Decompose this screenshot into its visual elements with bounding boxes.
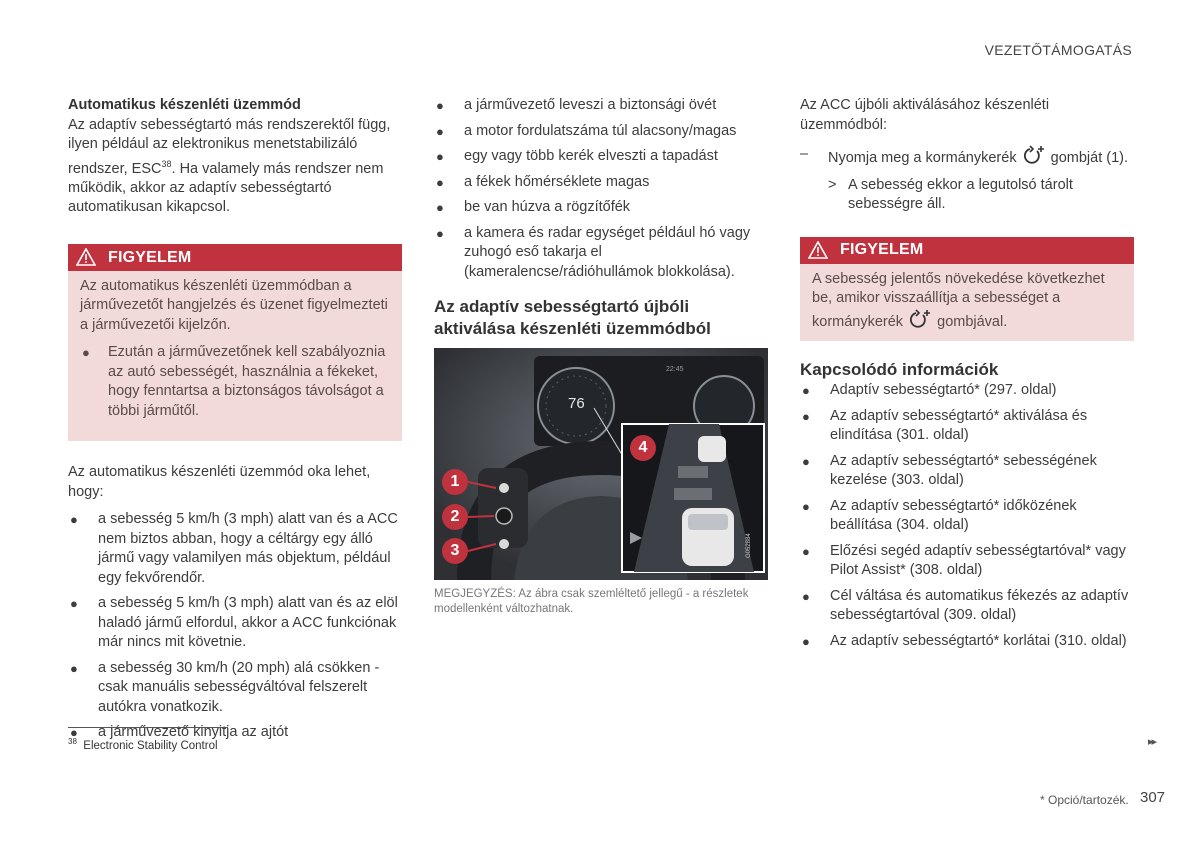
footnote-ref: 38 [161,158,172,169]
list-item-text: a járművezető kinyitja az ajtót [98,724,289,741]
warning-header [68,244,402,271]
callout-badge-4: 4 [630,435,656,461]
bullet-dot-icon: ● [436,174,444,190]
result-text: A sebesség ekkor a legutolsó tárolt sebességre áll. [848,176,1073,212]
related-link[interactable] [800,632,1134,652]
footnote-divider [68,727,228,728]
bullet-dot-icon: ● [802,543,810,559]
bullet-dot-icon: ● [436,149,444,164]
related-link-text[interactable]: Adaptív sebességtartó* (297. oldal) [830,382,1057,398]
cause-list-1 [68,510,402,743]
bullet-dot-icon: ● [70,660,78,676]
warning-bullet [80,343,390,421]
cause-list-2 [434,96,768,282]
related-link-text[interactable]: Az adaptív sebességtartó* aktiválása és elindítása (301. oldal) [830,407,1088,443]
list-item-text: a motor fordulatszáma túl alacsony/magas [464,122,737,139]
related-link-text[interactable]: Cél váltása és automatikus fékezés az adaptív sebességtartóval (309. oldal) [830,587,1129,623]
related-link[interactable] [800,381,1134,401]
list-item-text: egy vagy több kerék elveszti a tapadást [464,148,718,164]
page-number: 307 [1140,789,1166,806]
intro-text-a: Az adaptív sebességtartó más rendszerektől függ, ilyen például az elektronikus menetstabilizáló rendszer, ESC [68,116,391,177]
list-item [434,122,768,142]
warning-title: FIGYELEM [840,241,924,259]
bullet-dot-icon: ● [436,200,444,215]
list-item [434,96,768,116]
steering-wheel-illustration [434,348,768,580]
result-marker: > [828,176,837,193]
warning-text-b: gombjával. [937,313,1008,330]
warning-body [800,264,1134,342]
list-item [434,173,768,193]
list-item [68,594,402,653]
step-item [800,145,1134,172]
bullet-dot-icon: ● [436,123,444,139]
related-link[interactable] [800,587,1134,626]
bullet-dot-icon: ● [70,512,78,528]
list-item-text: be van húzva a rögzítőfék [464,199,631,215]
bullet-dot-icon: ● [802,633,810,649]
bullet-dot-icon: ● [802,453,810,469]
warning-triangle-icon [76,248,96,266]
column-2 [434,96,768,617]
bullet-dot-icon: ● [82,345,90,361]
related-link-text[interactable]: Az adaptív sebességtartó* korlátai (310. oldal) [830,632,1127,649]
warning-title: FIGYELEM [108,248,192,266]
list-item-text: a sebesség 5 km/h (3 mph) alatt van és a ACC nem biztos abban, hogy a céltárgy egy álló jármű vagy valamilyen más objektum, például egy fekvőrendőr. [98,511,398,586]
related-link[interactable] [800,452,1134,491]
section-heading-reactivate: Az adaptív sebességtartó újbóli aktiválása készenléti üzemmódból [434,297,711,338]
subheading-standby: Automatikus készenléti üzemmód [68,97,301,113]
bullet-dot-icon: ● [802,408,810,424]
step-text-b: gombját (1). [1050,150,1129,167]
footnote [68,732,218,756]
list-item-text: a sebesség 5 km/h (3 mph) alatt van és az elöl haladó jármű elfordul, akkor a ACC funkciónak már nincs mit követnie. [98,595,398,651]
resume-button-icon [907,309,933,336]
running-header: VEZETŐTÁMOGATÁS [984,42,1132,58]
dashboard-illustration [434,348,768,580]
list-item [68,659,402,718]
speed-readout: 76 [568,395,585,412]
step-text-a: Nyomja meg a kormánykerék [828,150,1017,167]
bullet-dot-icon: ● [802,498,810,514]
bullet-dot-icon: ● [70,725,78,741]
related-link[interactable] [800,407,1134,446]
warning-bullet-text: Ezután a járművezetőnek kell szabályoznia az autó sebességét, használnia a fékeket, hogy fenntartsa a biztonságos távolságot a többi járműtől. [108,344,386,419]
list-item-text: a fékek hőmérséklete magas [464,173,650,190]
clock-readout: 22:45 [666,366,684,373]
related-link[interactable] [800,497,1134,536]
list-item [434,198,768,218]
footnote-number: 38 [68,737,77,746]
related-link[interactable] [800,542,1134,581]
figure-caption: MEGJEGYZÉS: Az ábra csak szemléltető jellegű - a részletek modellenként változhatnak. [434,588,749,615]
step-result [800,176,1134,215]
warning-box-2 [800,237,1134,342]
list-item-text: a kamera és radar egységet például hó vagy zuhogó eső takarja el (kameralencse/rádióhullámok blokkolása). [464,224,751,280]
bullet-dot-icon: ● [436,225,444,241]
list-item [434,224,768,283]
list-item [434,147,768,167]
intro-paragraph [68,116,402,218]
step-dash: – [800,146,809,162]
option-note: * Opció/tartozék. [1040,793,1129,807]
intro-text-b: . Ha valamely más rendszer nem működik, akkor az adaptív sebességtartó automatikusan kikapcsol. [68,160,384,216]
warning-header [800,237,1134,264]
warning-body [68,271,402,442]
related-link-text[interactable]: Az adaptív sebességtartó* időközének beállítása (304. oldal) [830,497,1077,533]
callout-badge-1: 1 [442,469,468,495]
cause-intro: Az automatikus készenléti üzemmód oka lehet, hogy: [68,464,371,500]
list-item [68,510,402,588]
callout-badge-3: 3 [442,538,468,564]
warning-text-a: A sebesség jelentős növekedése következhet be, amikor visszaállítja a sebességet a kormánykerék [812,270,1105,330]
warning-text: Az automatikus készenléti üzemmódban a járművezetőt hangjelzés és üzenet figyelmezteti a járművezetői kijelzőn. [80,277,388,333]
figure-code: G052884 [746,533,752,558]
reactivate-intro: Az ACC újbóli aktiválásához készenléti üzemmódból: [800,97,1050,133]
related-list [800,381,1134,651]
bullet-dot-icon: ● [802,588,810,604]
bullet-dot-icon: ● [436,98,444,113]
column-3 [800,96,1134,657]
related-link-text[interactable]: Az adaptív sebességtartó* sebességének kezelése (303. oldal) [830,452,1097,488]
callout-badge-2: 2 [442,504,468,530]
column-1 [68,96,402,749]
bullet-dot-icon: ● [802,383,810,398]
resume-button-icon [1021,145,1047,172]
bullet-dot-icon: ● [70,596,78,612]
related-heading: Kapcsolódó információk [800,360,999,379]
list-item-text: a járművezető leveszi a biztonsági övét [464,97,717,113]
continue-arrows-icon: ▸▸ [1148,736,1156,748]
warning-box-1 [68,244,402,442]
list-item-text: a sebesség 30 km/h (20 mph) alá csökken - csak manuális sebességváltóval felszerelt autókra vonatkozik. [98,659,380,715]
warning-triangle-icon [808,241,828,259]
footnote-text: Electronic Stability Control [83,739,218,752]
related-link-text[interactable]: Előzési segéd adaptív sebességtartóval* vagy Pilot Assist* (308. oldal) [830,542,1126,578]
